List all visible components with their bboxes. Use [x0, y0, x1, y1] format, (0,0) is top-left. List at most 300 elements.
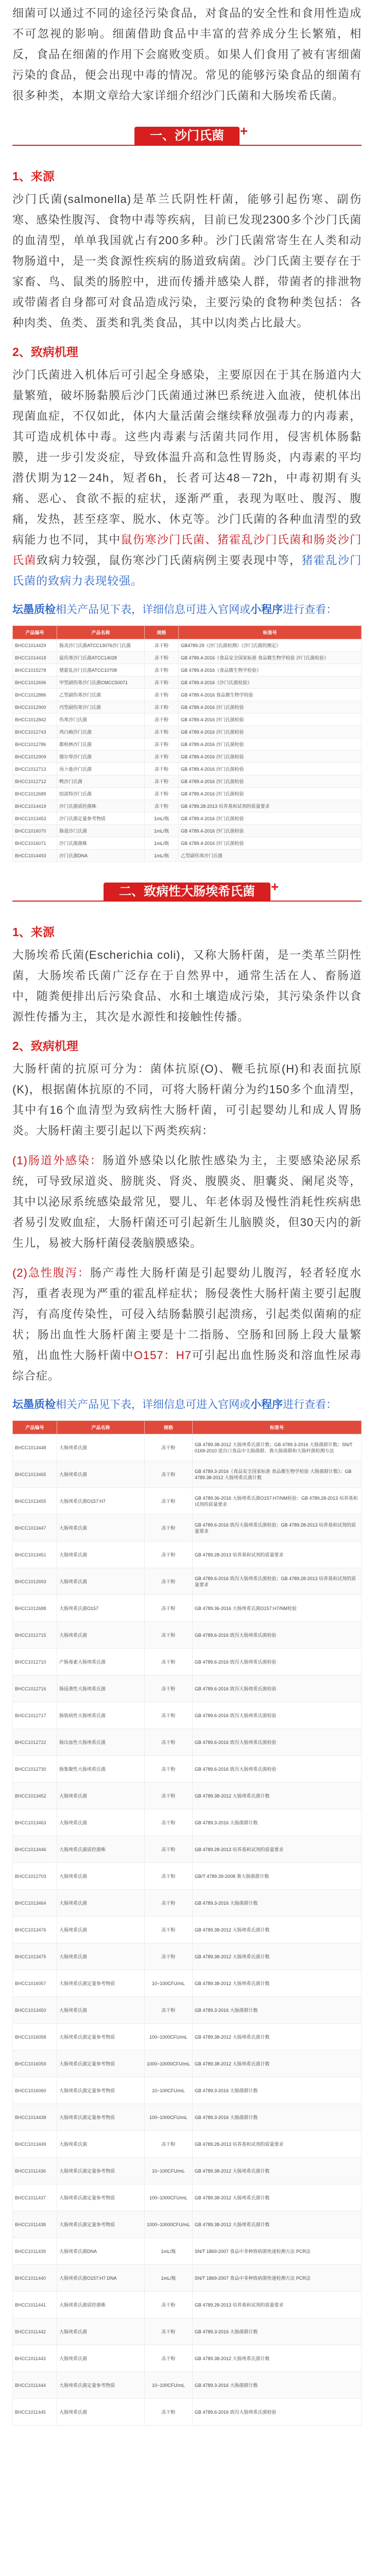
section1-mechanism-text: 沙门氏菌进入机体后可引起全身感染，主要原因在于其在肠道内大量繁殖，破坏肠黏膜后沙门氏菌通过淋巴系统进入血液，使机体出现菌血症，不仅如此，体内大量活菌会继续释放强毒力的内毒素，其可造成机体中毒。这些内毒素与活菌共同作用，侵害机体肠黏膜，进一步引发炎症，导致体温升高和急性胃肠炎，内毒素的平均潜伏期为12－24h，短者6h，长者可达48－72h，中毒初期有头痛、恶心、食欲不振的症状，逐渐严重，表现为呕吐、腹泻、腹痛，发热，甚至痉挛、脱水、休克等。沙门氏菌的各种血清型的致病能力也不同，其中鼠伤寒沙门氏菌、猪霍乱沙门氏菌和肠炎沙门氏菌致病力较强，鼠伤寒沙门氏菌病例主要表现中等，猪霍乱沙门氏菌的致病力表现较强。: [12, 368, 362, 587]
table-cell: 大肠埃希氏菌: [57, 1890, 145, 1917]
table-cell: 冻干粉: [145, 1863, 193, 1890]
col-header: 产品编号: [13, 1421, 57, 1434]
table-cell: GB 4789.6-2016 致泻大肠埃希氏菌检验；GB 4789.28-2013 培养基和试剂的质量要求: [192, 1568, 361, 1595]
table-row: [13, 1649, 362, 1675]
table-cell: GB 4789.4-2016 沙门氏菌检验: [179, 788, 362, 800]
table-cell: 冻干粉: [145, 775, 179, 788]
section2-type1: (1)肠道外感染：肠道外感染以化脓性感染为主，主要感染泌尿系统，可导致尿道炎、膀胱炎、肾炎、腹膜炎、胆囊炎、阑尾炎等，其中以泌尿系统感染最常见，婴儿、年老体弱及慢性消耗性疾病患者易引发败血症，大肠杆菌还可引起新生儿脑膜炎，但30天内的新生儿，易被大肠杆菌侵袭脑膜感染。: [12, 1154, 362, 1249]
table-row: [13, 689, 362, 701]
table-cell: 冻干粉: [145, 652, 179, 664]
table-row: [13, 800, 362, 812]
table-cell: GB 4789.38-2012 大肠埃希氏菌计数: [192, 1970, 361, 1997]
table-cell: 肠集聚性大肠埃希氏菌: [57, 1756, 145, 1783]
highlight-blue: 猪霍乱沙门氏菌的致病力表现较强。: [12, 554, 362, 587]
section2-type2: (2)急性腹泻：肠产毒性大肠杆菌是引起婴幼儿腹泻，轻者轻度水泻，重者表现为严重的霍乱样症状；肠侵袭性大肠杆菌主要引起腹泻，有高度传染性，可侵入结肠黏膜引起溃疡，引起类似菌痢的症状；肠出血性大肠杆菌主要是十二指肠、空肠和回肠上段大量繁殖，出血性大肠杆菌中O157：H7可引起出血性肠炎和溶血性尿毒综合症。: [12, 1266, 362, 1382]
table-cell: 冻干粉: [145, 1461, 193, 1488]
table-cell: BHCC1013476: [13, 1917, 57, 1943]
mini-program-link[interactable]: 小程序: [250, 1399, 283, 1411]
table-cell: BHCC1013463: [13, 1809, 57, 1836]
table-cell: BHCC1016059: [13, 2050, 57, 2077]
table-cell: BHCC1012712: [13, 775, 57, 788]
table-cell: 冻干粉: [145, 1783, 193, 1809]
table-cell: GB 4789.4-2016 沙门氏菌检验: [179, 812, 362, 825]
table-cell: GB 4789.38-2012 大肠埃希氏菌计数；GB 4789.3-2016 大肠菌群计数；SN/T 0169-2010 进出口食品中大肠菌群、粪大肠菌群和大肠杆菌检测方法: [192, 1434, 361, 1461]
table-cell: GB 4789.4-2016《沙门氏菌检验》: [179, 676, 362, 689]
table-cell: 10~100CFU/mL: [145, 2372, 193, 2399]
table-cell: GB 4789.38-2012 大肠埃希氏菌计数: [192, 2158, 361, 2184]
highlight-red: 鼠伤寒沙门氏菌、猪霍乱沙门氏菌和肠炎沙门氏菌: [12, 533, 362, 567]
table-cell: 乙型副伤寒沙门氏菌: [57, 689, 145, 701]
table-cell: BHCC1013465: [13, 1461, 57, 1488]
table-cell: 纽波特沙门氏菌: [57, 788, 145, 800]
table-row: [13, 738, 362, 751]
table-cell: 冻干粉: [145, 738, 179, 751]
table-cell: 冻干粉: [145, 1809, 193, 1836]
table-cell: 10~100CFU/mL: [145, 2077, 193, 2104]
section2-title: 二、致病性大肠埃希氏菌 +: [104, 883, 270, 901]
table-row: [13, 1568, 362, 1595]
table-cell: GB 4789.6-2016 致泻大肠埃希氏菌检验: [192, 1729, 361, 1756]
table-cell: 冻干粉: [145, 2399, 193, 2426]
table-cell: 1mL/瓶: [145, 2238, 193, 2265]
table-cell: 大肠埃希氏菌定量参考物质: [57, 2024, 145, 2050]
table-cell: GB 4789.4-2016 沙门氏菌检验: [179, 763, 362, 775]
table-cell: 大肠埃希氏菌: [57, 1622, 145, 1649]
table-cell: 1mL/瓶: [145, 850, 179, 862]
table-cell: BHCC1011436: [13, 2158, 57, 2184]
table-cell: 冻干粉: [145, 1568, 193, 1595]
table-cell: 100~1000CFU/mL: [145, 2184, 193, 2211]
table-cell: 肠出血性大肠埃希氏菌: [57, 1729, 145, 1756]
table-cell: BHCC1013450: [13, 1997, 57, 2024]
table-cell: BHCC1013455: [13, 1488, 57, 1515]
table-cell: GB 4789.6-2016 致泻大肠埃希氏菌检验；GB 4789.28-2013 培养基和试剂的质量要求: [192, 1515, 361, 1541]
table-cell: 大肠埃希氏菌: [57, 1943, 145, 1970]
table-cell: GB 4789.3-2016《食品安全国家标准 食品微生物学检验 大肠菌群计数》；GB 4789.38-2012 大肠埃希氏菌计数: [192, 1461, 361, 1488]
table-cell: 汤卜逊沙门氏菌: [57, 763, 145, 775]
table-cell: BHCC1014438: [13, 2104, 57, 2131]
table-cell: 冻干粉: [145, 701, 179, 714]
table-row: [13, 2292, 362, 2318]
table-cell: GB 4789.38-2012 大肠埃希氏菌计数: [192, 2345, 361, 2372]
table-row: [13, 1890, 362, 1917]
col-header: 标准号: [179, 626, 362, 639]
product-table-salmonella: [12, 625, 362, 862]
table-cell: BHCC1016060: [13, 2077, 57, 2104]
table-cell: BHCC1013447: [13, 1515, 57, 1541]
article: [0, 3, 374, 2426]
table-cell: GB 4789.38-2012 大肠埃希氏菌计数: [192, 1943, 361, 1970]
table-cell: 10~100CFU/mL: [145, 1970, 193, 1997]
table-cell: 大肠埃希氏菌: [57, 2345, 145, 2372]
plus-icon: +: [240, 123, 248, 139]
section2-mechanism-text: 大肠杆菌的抗原可分为：菌体抗原(O)、鞭毛抗原(H)和表面抗原(K)，根据菌体抗原的不同，可将大肠杆菌分为约150多个血清型，其中有16个血清型为致病性大肠杆菌，可引起婴幼儿和成人胃肠炎。大肠杆菌主要引起以下两类疾病：: [12, 1062, 362, 1137]
table-cell: 大肠埃希氏菌O157:H7 DNA: [57, 2265, 145, 2292]
table-row: [13, 2265, 362, 2292]
table-cell: 大肠埃希氏菌: [57, 1568, 145, 1595]
col-header: 产品编号: [13, 626, 57, 639]
table-cell: 大肠埃希氏菌: [57, 1783, 145, 1809]
table-cell: 100~1000CFU/mL: [145, 2024, 193, 2050]
table-cell: GB 4789.36-2016 大肠埃希氏菌O157:H7/NM检验: [192, 1595, 361, 1622]
table-cell: BHCC1012716: [13, 1675, 57, 1702]
table-cell: BHCC1012722: [13, 1729, 57, 1756]
table-cell: 沙门氏菌DNA: [57, 850, 145, 862]
table-cell: BHCC1012689: [13, 788, 57, 800]
table-cell: 大肠埃希氏菌: [57, 1515, 145, 1541]
table-row: [13, 2024, 362, 2050]
table-cell: BHCC1013446: [13, 1836, 57, 1863]
table-cell: GB/T 4789.39-2008 粪大肠菌群计数: [192, 1863, 361, 1890]
table-cell: BHCC1011444: [13, 2372, 57, 2399]
table-cell: GB 4789.38-2012 大肠埃希氏菌计数: [192, 2211, 361, 2238]
table-row: [13, 1809, 362, 1836]
table-row: [13, 2238, 362, 2265]
section2-source-heading: 1、来源: [12, 925, 55, 939]
table-cell: BHCC1012696: [13, 676, 57, 689]
table-cell: 冻干粉: [145, 763, 179, 775]
table-row: [13, 1541, 362, 1568]
table-cell: 大肠埃希氏菌: [57, 1809, 145, 1836]
table-cell: 冻干粉: [145, 1595, 193, 1622]
table-cell: 1mL/瓶: [145, 837, 179, 850]
table-cell: GB 4789.38-2012 大肠埃希氏菌计数: [192, 1917, 361, 1943]
table-row: [13, 2104, 362, 2131]
table-cell: GB 4789.4-2016 沙门氏菌检验: [179, 775, 362, 788]
table-row: [13, 1997, 362, 2024]
table-cell: 冻干粉: [145, 1622, 193, 1649]
table-cell: BHCC1012715: [13, 1622, 57, 1649]
section1-title: 一、沙门氏菌 +: [134, 127, 240, 145]
table-row: [13, 1595, 362, 1622]
table-row: [13, 714, 362, 726]
section2-mechanism-heading: 2、致病机理: [12, 1039, 78, 1053]
table-cell: BHCC1016071: [13, 837, 57, 850]
table-cell: 冻干粉: [145, 1541, 193, 1568]
table-cell: GB 4789.4-2016《食品微生物学检验》: [179, 664, 362, 676]
table-cell: 大肠埃希氏菌定量参考物质: [57, 2372, 145, 2399]
table-cell: BHCC1016058: [13, 2024, 57, 2050]
table-row: [13, 639, 362, 652]
section2-banner: [12, 878, 362, 908]
table-cell: GB 4789.3-2016 大肠菌群计数: [192, 2104, 361, 2131]
table-row: [13, 2211, 362, 2238]
table-cell: 冻干粉: [145, 639, 179, 652]
section1-banner: [12, 123, 362, 152]
table-cell: 猪霍乱沙门氏菌ATCC10708: [57, 664, 145, 676]
table-cell: 冻干粉: [145, 1702, 193, 1729]
table-row: [13, 1783, 362, 1809]
table-row: [13, 1970, 362, 1997]
table-row: [13, 1434, 362, 1461]
table-row: [13, 1917, 362, 1943]
table-cell: GB 4789.28-2013 培养基和试剂的质量要求: [192, 1541, 361, 1568]
table-cell: 100~1000CFU/mL: [145, 2104, 193, 2131]
table-cell: 冻干粉: [145, 1890, 193, 1917]
table-cell: 德尔卑沙门氏菌: [57, 751, 145, 763]
table-row: [13, 1675, 362, 1702]
table-cell: 甲型副伤寒沙门氏菌CMCC50071: [57, 676, 145, 689]
table-row: [13, 2372, 362, 2399]
table-cell: GB 4789.28-2013 培养基和试剂的质量要求: [179, 800, 362, 812]
table-cell: 冻干粉: [145, 1836, 193, 1863]
table-row: [13, 1729, 362, 1756]
mini-program-link[interactable]: 小程序: [250, 604, 283, 616]
table-row: [13, 2318, 362, 2345]
table-cell: GB4789.29《沙门氏菌检测》《沙门氏菌的测定》: [179, 639, 362, 652]
col-header: 产品名称: [57, 626, 145, 639]
table-cell: 大肠埃希氏菌定量参考物质: [57, 2158, 145, 2184]
table-cell: BHCC1012713: [13, 763, 57, 775]
table-cell: GB 4789.4-2016《食品安全国家标准 食品微生物学检验 沙门氏菌检验》: [179, 652, 362, 664]
table-cell: 冻干粉: [145, 1515, 193, 1541]
table-cell: 冻干粉: [145, 1997, 193, 2024]
table-row: [13, 1488, 362, 1515]
table-cell: GB 4789.4-2016 沙门氏菌检验: [179, 701, 362, 714]
table-cell: 大肠埃希氏菌定量参考物质: [57, 2184, 145, 2211]
table-cell: GB 4789.4-2016 沙门氏菌检验: [179, 714, 362, 726]
table-cell: 冻干粉: [145, 714, 179, 726]
table-cell: BHCC1011445: [13, 2399, 57, 2426]
table-cell: BHCC1014419: [13, 800, 57, 812]
table-cell: GB 4789.38-2012 大肠埃希氏菌计数: [192, 2050, 361, 2077]
table-cell: BHCC1013453: [13, 812, 57, 825]
table-cell: 大肠埃希氏菌定量参考物质: [57, 2050, 145, 2077]
section1-mechanism-heading: 2、致病机理: [12, 345, 78, 359]
table-cell: GB 4789.3-2016 大肠菌群计数: [192, 1809, 361, 1836]
table-cell: 大肠埃希氏菌: [57, 1917, 145, 1943]
table-cell: 冻干粉: [145, 2131, 193, 2158]
table-row: [13, 1622, 362, 1649]
table-cell: BHCC1012730: [13, 1756, 57, 1783]
table-row: [13, 775, 362, 788]
col-header: 规格: [145, 1421, 193, 1434]
table-cell: 冻干粉: [145, 1675, 193, 1702]
table-cell: 大肠埃希氏菌质控菌株: [57, 1836, 145, 1863]
table-cell: 沙门氏菌菌株: [57, 837, 145, 850]
table-cell: 肠炎沙门氏菌ATCC13076沙门氏菌: [57, 639, 145, 652]
table-row: [13, 2399, 362, 2426]
table-cell: 冻干粉: [145, 788, 179, 800]
table-row: [13, 1756, 362, 1783]
table-row: [13, 2345, 362, 2372]
table-cell: GB 4789.28-2013 培养基和试剂的质量要求: [192, 1836, 361, 1863]
table-cell: BHCC1012743: [13, 726, 57, 738]
table-cell: 冻干粉: [145, 2318, 193, 2345]
section1-source-text: 沙门氏菌(salmonella)是革兰氏阴性杆菌，能够引起伤寒、副伤寒、感染性腹泻、食物中毒等疾病，目前已发现2300多个沙门氏菌的血清型，单单我国就占有200多种。沙门氏菌常寄生在人类和动物肠道中，是一类食源性疾病的肠道致病菌。沙门氏菌主要存在于家畜、鸟、鼠类的肠腔中，进而传播并感染人群，带菌者的排泄物或带菌者自身都可对食品造成污染，主要污染的食物种类包括：各种肉类、鱼类、蛋类和乳类食品，其中以肉类占比最大。: [12, 193, 362, 329]
table-cell: GB 4789.4-2016 食品微生物学检验: [179, 689, 362, 701]
table-cell: 冻干粉: [145, 1943, 193, 1970]
table-cell: GB 4789.6-2016 致泻大肠埃希氏菌检验: [192, 1756, 361, 1783]
table-cell: GB 4789.38-2012 大肠埃希氏菌计数: [192, 2184, 361, 2211]
table-cell: 大肠埃希氏菌定量参考物质: [57, 2211, 145, 2238]
table-row: [13, 751, 362, 763]
table-cell: 冻干粉: [145, 1917, 193, 1943]
section2-source-text: 大肠埃希氏菌(Escherichia coli)，又称大肠杆菌，是一类革兰阴性菌，大肠埃希氏菌广泛存在于自然界中，通常生活在人、畜肠道中，随粪便排出后污染食品、水和土壤造成污染，其污染条件以食源性传播为主，其次是水源性和接触性传播。: [12, 948, 362, 1023]
table-cell: BHCC1014418: [13, 652, 57, 664]
table-cell: BHCC1011441: [13, 2292, 57, 2318]
table-cell: GB 4789.6-2016 致泻大肠埃希氏菌检验: [192, 2399, 361, 2426]
table-cell: 冻干粉: [145, 726, 179, 738]
table-cell: 冻干粉: [145, 2292, 193, 2318]
table-cell: BHCC1012909: [13, 751, 57, 763]
table-row: [13, 1702, 362, 1729]
table-cell: 冻干粉: [145, 2345, 193, 2372]
table-row: [13, 2131, 362, 2158]
table-cell: 大肠埃希氏菌: [57, 1863, 145, 1890]
table-cell: 伤寒沙门氏菌: [57, 714, 145, 726]
table-cell: GB 4789.4-2016 沙门氏菌检验: [179, 825, 362, 837]
table-cell: 大肠埃希氏菌DNA: [57, 2238, 145, 2265]
table-cell: 肠侵袭性大肠埃希氏菌: [57, 1675, 145, 1702]
table-row: [13, 2158, 362, 2184]
table-row: [13, 1461, 362, 1488]
table-cell: 肠致病性大肠埃希氏菌: [57, 1702, 145, 1729]
plus-icon: +: [270, 879, 279, 894]
table-cell: 大肠埃希氏菌: [57, 1434, 145, 1461]
table-cell: 鸭沙门氏菌: [57, 775, 145, 788]
table-cell: 都柏林沙门氏菌: [57, 738, 145, 751]
table-cell: 冻干粉: [145, 1434, 193, 1461]
table-cell: BHCC1011443: [13, 2345, 57, 2372]
table-cell: 肠道沙门氏菌: [57, 825, 145, 837]
table-row: [13, 812, 362, 825]
table-cell: 大肠埃希氏菌: [57, 1997, 145, 2024]
table-row: [13, 1515, 362, 1541]
table-cell: BHCC1016057: [13, 1970, 57, 1997]
table-cell: 冻干粉: [145, 751, 179, 763]
table-cell: SN/T 1869-2007 食品中多种致病菌快速检测方法 PCR法: [192, 2265, 361, 2292]
table-cell: 大肠埃希氏菌定量参考物质: [57, 2077, 145, 2104]
table-cell: 沙门氏菌定量参考物质: [57, 812, 145, 825]
table-cell: BHCC1014493: [13, 850, 57, 862]
table-cell: GB 4789.28-2013 培养基和试剂的质量要求: [192, 2131, 361, 2158]
product-table-ecoli: [12, 1420, 362, 2426]
table-row: [13, 1943, 362, 1970]
table-row: [13, 825, 362, 837]
table-cell: BHCC1012703: [13, 1863, 57, 1890]
table-cell: BHCC1011440: [13, 2265, 57, 2292]
table-cell: BHCC1013449: [13, 2131, 57, 2158]
table-cell: BHCC1012693: [13, 1568, 57, 1595]
table-cell: 沙门氏菌质控菌株: [57, 800, 145, 812]
table-cell: 冻干粉: [145, 664, 179, 676]
table-cell: BHCC1014429: [13, 639, 57, 652]
table-cell: 10~100CFU/mL: [145, 2158, 193, 2184]
section2-promo: 坛墨质检相关产品见下表，详细信息可进入官网或小程序进行查看：: [12, 1399, 337, 1411]
table-cell: GB 4789.38-2012 大肠埃希氏菌计数: [192, 2024, 361, 2050]
table-cell: 大肠埃希氏菌定量参考物质: [57, 1970, 145, 1997]
table-cell: 鸡白痢沙门氏菌: [57, 726, 145, 738]
col-header: 产品名称: [57, 1421, 145, 1434]
table-row: [13, 664, 362, 676]
table-cell: GB 4789.6-2016 致泻大肠埃希氏菌检验: [192, 1675, 361, 1702]
table-cell: BHCC1012886: [13, 689, 57, 701]
table-cell: BHCC1015278: [13, 664, 57, 676]
col-header: 规格: [145, 626, 179, 639]
table-cell: 冻干粉: [145, 676, 179, 689]
table-cell: GB 4789.3-2016 大肠菌群计数: [192, 2077, 361, 2104]
table-cell: 大肠埃希氏菌质控菌株: [57, 2292, 145, 2318]
table-cell: 1mL/瓶: [145, 825, 179, 837]
table-cell: 1000~10000CFU/mL: [145, 2211, 193, 2238]
table-row: [13, 837, 362, 850]
table-cell: BHCC1011439: [13, 2238, 57, 2265]
table-cell: BHCC1012710: [13, 1649, 57, 1675]
table-cell: GB 4789.4-2016 沙门氏菌检验: [179, 738, 362, 751]
table-cell: 大肠埃希氏菌: [57, 2318, 145, 2345]
table-cell: BHCC1016070: [13, 825, 57, 837]
table-cell: 冻干粉: [145, 1488, 193, 1515]
table-cell: BHCC1013448: [13, 1434, 57, 1461]
table-cell: 大肠埃希氏菌O157:H7: [57, 1488, 145, 1515]
table-cell: BHCC1013464: [13, 1890, 57, 1917]
table-cell: GB 4789.28-2013 培养基和试剂的质量要求: [192, 2292, 361, 2318]
table-cell: BHCC1013475: [13, 1943, 57, 1970]
table-cell: 产肠毒素大肠埃希氏菌: [57, 1649, 145, 1675]
table-cell: 鼠伤寒沙门氏菌ATCC14028: [57, 652, 145, 664]
table-cell: GB 4789.3-2016 大肠菌群计数: [192, 1997, 361, 2024]
table-row: [13, 1836, 362, 1863]
table-row: [13, 788, 362, 800]
table-cell: SN/T 1869-2007 食品中多种致病菌快速检测方法 PCR法: [192, 2238, 361, 2265]
table-cell: GB 4789.6-2016 致泻大肠埃希氏菌检验: [192, 1702, 361, 1729]
table-cell: 冻干粉: [145, 800, 179, 812]
table-row: [13, 2184, 362, 2211]
table-cell: 1mL/瓶: [145, 812, 179, 825]
table-row: [13, 1863, 362, 1890]
table-cell: BHCC1012717: [13, 1702, 57, 1729]
section1-promo: 坛墨质检相关产品见下表，详细信息可进入官网或小程序进行查看：: [12, 604, 337, 616]
table-cell: 大肠埃希氏菌定量参考物质: [57, 2104, 145, 2131]
col-header: 标准号: [192, 1421, 361, 1434]
table-cell: 1mL/瓶: [145, 2265, 193, 2292]
table-cell: GB 4789.38-2012 大肠埃希氏菌计数: [192, 1783, 361, 1809]
table-cell: 1000~10000CFU/mL: [145, 2050, 193, 2077]
intro-paragraph: 细菌可以通过不同的途径污染食品，对食品的安全性和食用性造成不可忽视的影响。细菌借助食品中丰富的营养成分生长繁殖，相反，食品在细菌的作用下会腐败变质。如果人们食用了被有害细菌污染的食品，便会出现中毒的情况。常见的能够污染食品的细菌有很多种类，本期文章给大家详细介绍沙门氏菌和大肠埃希氏菌。: [12, 7, 362, 102]
table-cell: GB 4789.4-2016 沙门氏菌检验: [179, 751, 362, 763]
table-cell: 大肠埃希氏菌O157: [57, 1595, 145, 1622]
table-row: [13, 763, 362, 775]
table-cell: GB 4789.6-2016 致泻大肠埃希氏菌检验: [192, 1649, 361, 1675]
table-row: [13, 2077, 362, 2104]
table-cell: GB 4789.6-2016 致泻大肠埃希氏菌检验: [192, 1622, 361, 1649]
table-cell: BHCC1011437: [13, 2184, 57, 2211]
table-cell: BHCC1012900: [13, 701, 57, 714]
table-cell: GB 4789.3-2016 大肠菌群计数: [192, 2372, 361, 2399]
table-cell: 大肠埃希氏菌: [57, 1461, 145, 1488]
table-cell: BHCC1011438: [13, 2211, 57, 2238]
table-cell: GB 4789.4-2016 沙门氏菌检验: [179, 837, 362, 850]
table-cell: BHCC1012786: [13, 738, 57, 751]
table-cell: 大肠埃希氏菌: [57, 2399, 145, 2426]
table-cell: 冻干粉: [145, 1649, 193, 1675]
table-cell: BHCC1011442: [13, 2318, 57, 2345]
table-cell: 大肠埃希氏菌: [57, 1541, 145, 1568]
table-cell: BHCC1013452: [13, 1783, 57, 1809]
table-cell: 冻干粉: [145, 689, 179, 701]
table-row: [13, 726, 362, 738]
table-cell: 冻干粉: [145, 1729, 193, 1756]
table-cell: GB 4789.4-2016 沙门氏菌检验: [179, 726, 362, 738]
table-cell: 乙型副伤寒沙门氏菌: [179, 850, 362, 862]
section1-source-heading: 1、来源: [12, 170, 55, 183]
table-cell: 丙型副伤寒沙门氏菌: [57, 701, 145, 714]
table-row: [13, 676, 362, 689]
table-row: [13, 652, 362, 664]
table-cell: GB 4789.3-2016 大肠菌群计数: [192, 1890, 361, 1917]
table-cell: 冻干粉: [145, 1756, 193, 1783]
